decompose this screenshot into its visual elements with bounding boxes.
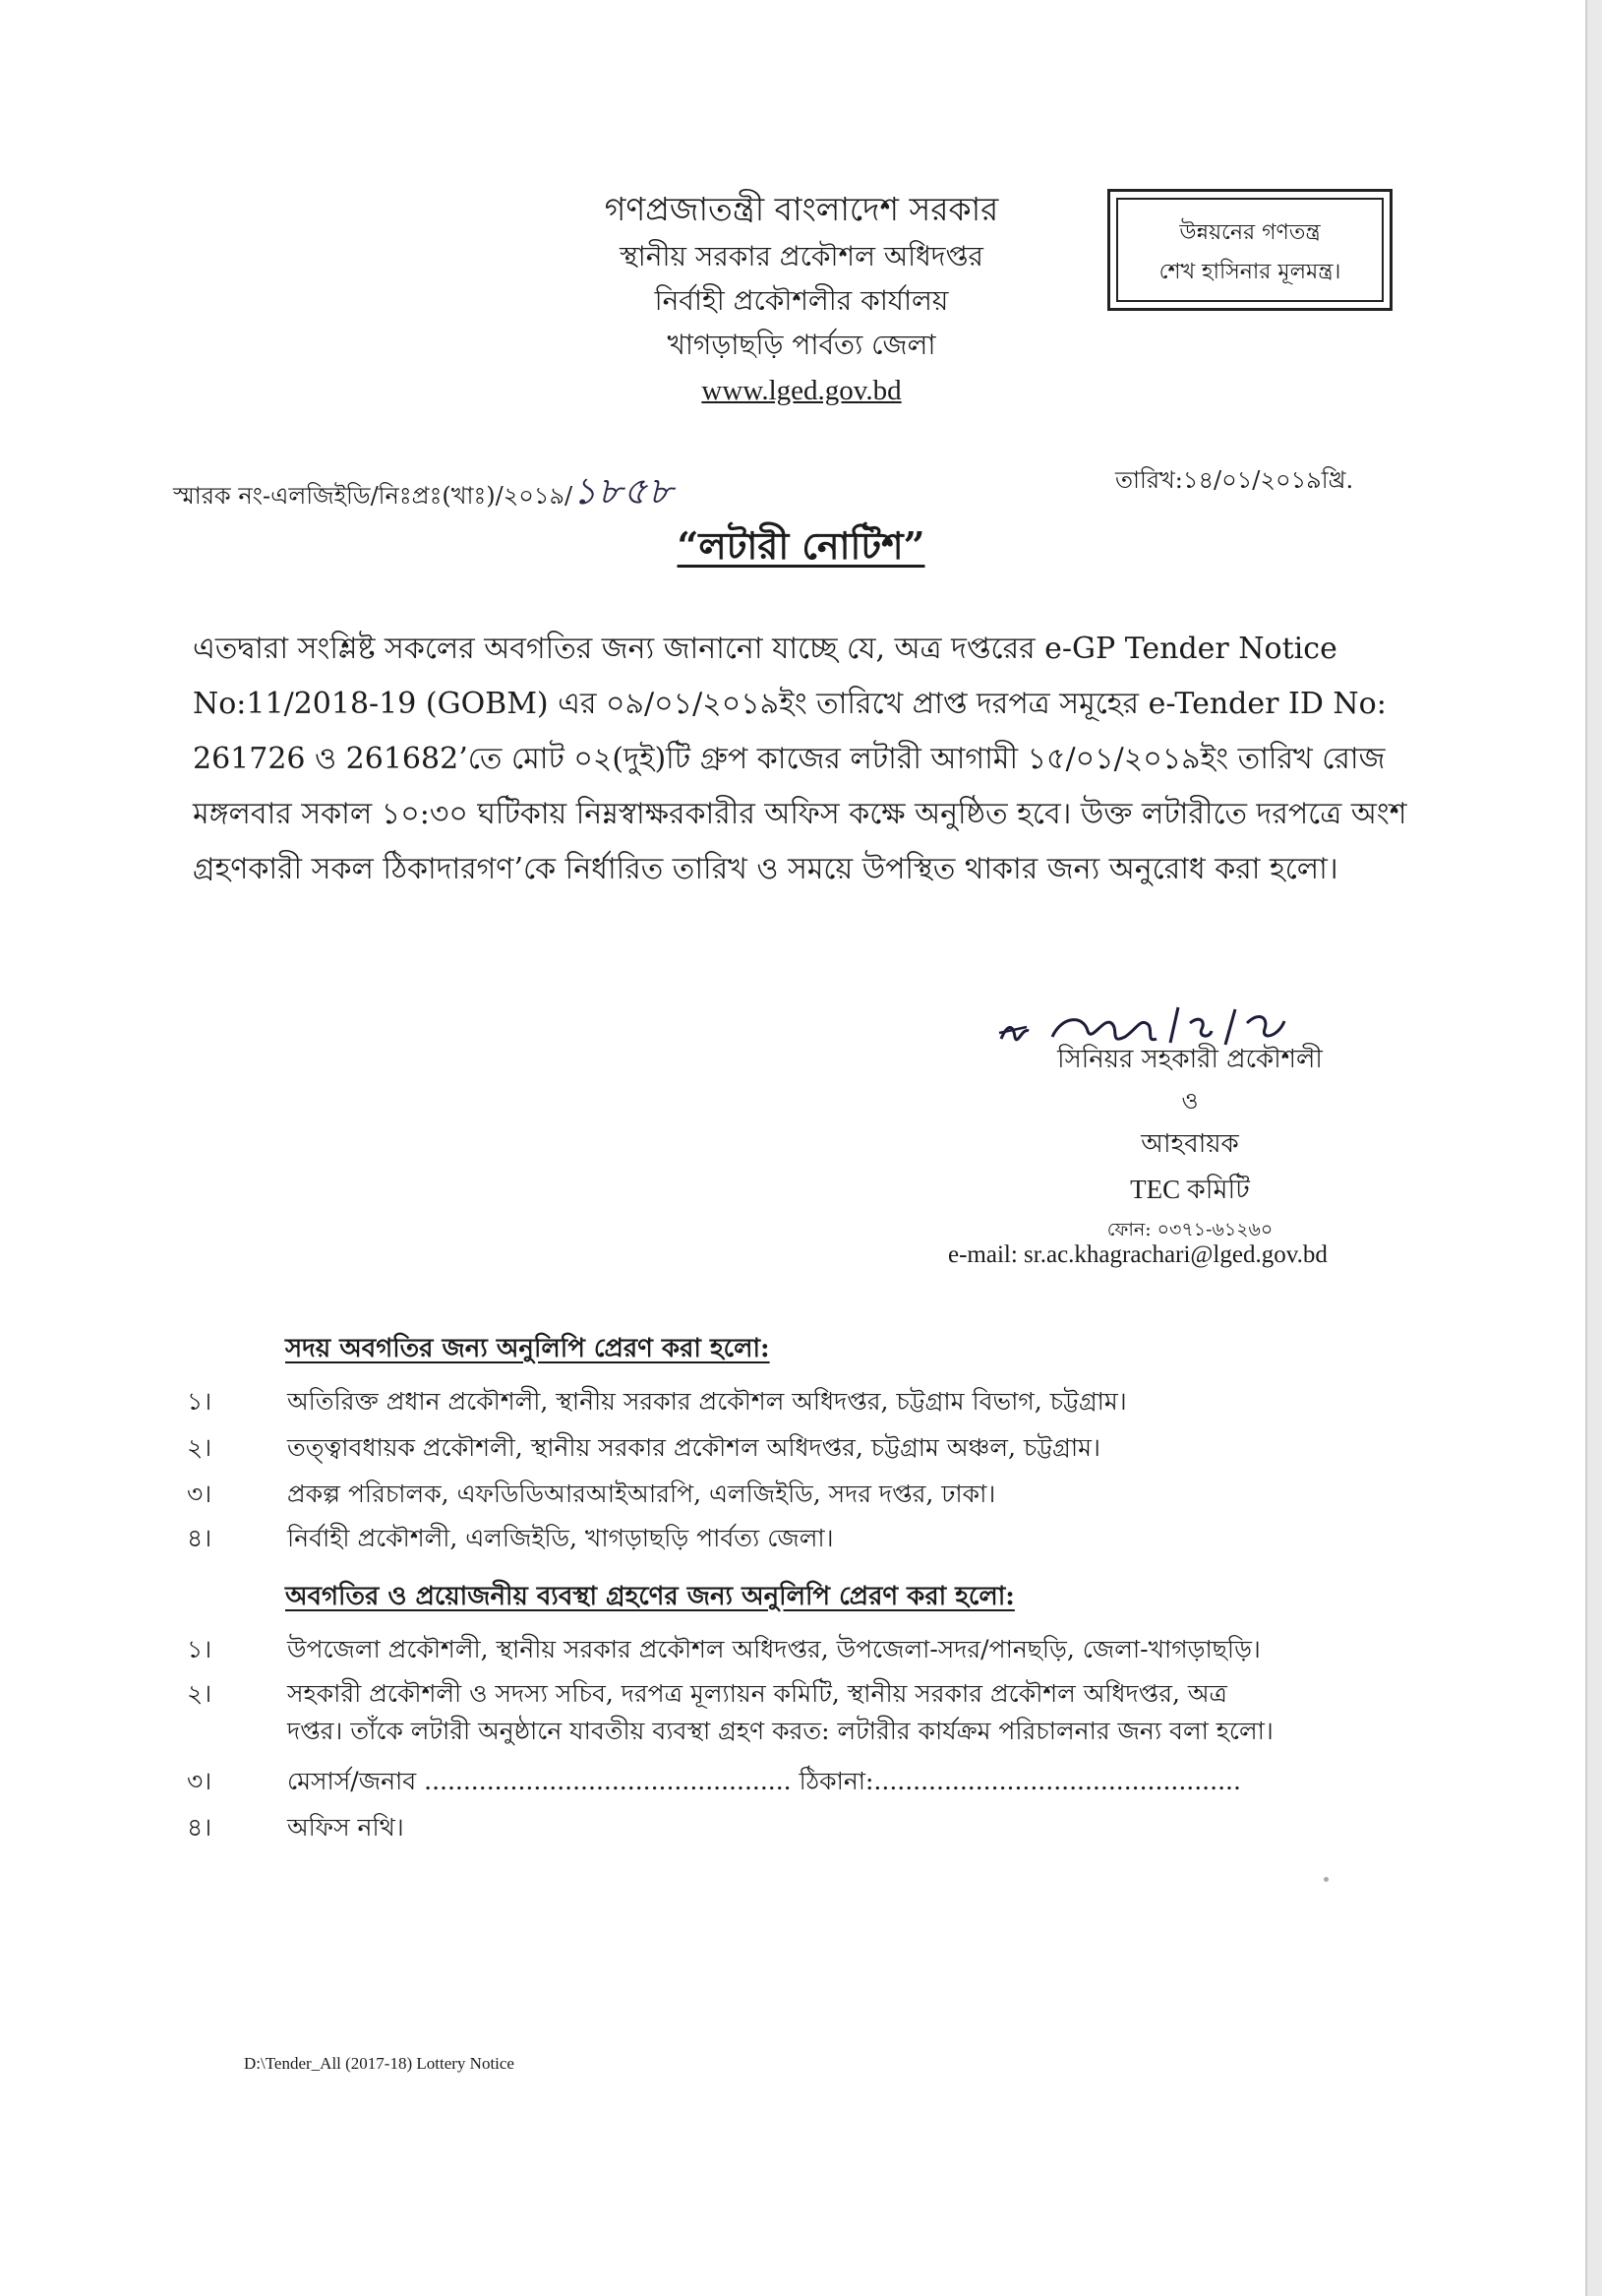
copy-section-1-heading: সদয় অবগতির জন্য অনুলিপি প্রেরণ করা হলো:: [285, 1334, 770, 1363]
list-item-text: মেসার্স/জনাব ............................................... ঠিকানা:...............................................: [287, 1767, 1241, 1795]
list-item-number: ৪।: [187, 1524, 212, 1552]
memo-date: তারিখ:১৪/০১/২০১৯খ্রি.: [1115, 466, 1354, 494]
list-item-text: সহকারী প্রকৌশলী ও সদস্য সচিব, দরপত্র মূল্যায়ন কমিটি, স্থানীয় সরকার প্রকৌশল অধিদপ্তর, অত্র: [287, 1679, 1227, 1708]
footer-file-path: D:\Tender_All (2017-18) Lottery Notice: [244, 2054, 514, 2073]
office-name: নির্বাহী প্রকৌশলীর কার্যালয়: [654, 284, 949, 317]
list-item-number: ৪।: [187, 1813, 212, 1842]
signatory-conjunction: ও: [1181, 1089, 1199, 1115]
list-item-text: নির্বাহী প্রকৌশলী, এলজিইডি, খাগড়াছড়ি পার্বত্য জেলা।: [287, 1524, 834, 1552]
list-item-text: প্রকল্প পরিচালক, এফডিডিআরআইআরপি, এলজিইডি, সদর দপ্তর, ঢাকা।: [287, 1480, 996, 1508]
notice-title: “লটারী নোটিশ”: [677, 523, 925, 568]
signatory-designation: সিনিয়র সহকারী প্রকৌশলী: [1057, 1045, 1323, 1074]
slogan-box: [1107, 189, 1393, 311]
body-line: এতদ্বারা সংশ্লিষ্ট সকলের অবগতির জন্য জানানো যাচ্ছে যে, অত্র দপ্তরের e-GP Tender Notice: [193, 632, 1337, 666]
list-item-number: ২।: [187, 1679, 212, 1708]
list-item-number: ৩।: [187, 1480, 212, 1508]
government-title: গণপ্রজাতন্ত্রী বাংলাদেশ সরকার: [604, 190, 999, 228]
list-item-number: ১।: [187, 1387, 212, 1416]
list-item-number: ৩।: [187, 1767, 212, 1795]
signatory-role: আহবায়ক: [1141, 1129, 1239, 1159]
signatory-phone: ফোন: ০৩৭১-৬১২৬০: [1106, 1219, 1274, 1240]
memo-handwritten-number: ১৮৫৮: [572, 469, 674, 513]
slogan-line-1: উন্নয়নের গণতন্ত্র: [1179, 220, 1321, 245]
list-item-text: অতিরিক্ত প্রধান প্রকৌশলী, স্থানীয় সরকার প্রকৌশল অধিদপ্তর, চট্টগ্রাম বিভাগ, চট্টগ্রাম।: [287, 1387, 1127, 1416]
copy-section-2-heading: অবগতির ও প্রয়োজনীয় ব্যবস্থা গ্রহণের জন্য অনুলিপি প্রেরণ করা হলো:: [285, 1582, 1015, 1611]
district-name: খাগড়াছড়ি পার্বত্য জেলা: [667, 329, 936, 361]
letterhead: [492, 185, 1111, 414]
list-item-text: উপজেলা প্রকৌশলী, স্থানীয় সরকার প্রকৌশল অধিদপ্তর, উপজেলা-সদর/পানছড়ি, জেলা-খাগড়াছড়ি।: [287, 1635, 1261, 1663]
memo-number: [173, 462, 674, 525]
scan-speck: [1324, 1877, 1329, 1882]
memo-prefix: স্মারক নং-এলজিইডি/নিঃপ্রঃ(খাঃ)/২০১৯/: [173, 482, 573, 510]
department-name: স্থানীয় সরকার প্রকৌশল অধিদপ্তর: [620, 240, 983, 272]
list-item-text: অফিস নথি।: [287, 1813, 404, 1842]
slogan-line-2: শেখ হাসিনার মূলমন্ত্র।: [1158, 260, 1341, 284]
website-link[interactable]: www.lged.gov.bd: [701, 375, 902, 406]
body-line: মঙ্গলবার সকাল ১০:৩০ ঘটিকায় নিম্নস্বাক্ষরকারীর অফিস কক্ষে অনুষ্ঠিত হবে। উক্ত লটারীতে দরপত্রে অংশ: [193, 797, 1407, 831]
list-item-text: তত্ত্বাবধায়ক প্রকৌশলী, স্থানীয় সরকার প্রকৌশল অধিদপ্তর, চট্টগ্রাম অঞ্চল, চট্টগ্রাম।: [287, 1433, 1100, 1462]
signatory-committee: TEC কমিটি: [1130, 1175, 1250, 1204]
list-item-number: ২।: [187, 1433, 212, 1462]
list-item-number: ১।: [187, 1635, 212, 1663]
signatory-block: [983, 1037, 1396, 1247]
signatory-email: e-mail: sr.ac.khagrachari@lged.gov.bd: [948, 1241, 1328, 1268]
body-line: No:11/2018-19 (GOBM) এর ০৯/০১/২০১৯ইং তারিখে প্রাপ্ত দরপত্র সমূহের e-Tender ID No:: [193, 687, 1387, 721]
body-line: 261726 ও 261682’তে মোট ০২(দুই)টি গ্রুপ কাজের লটারী আগামী ১৫/০১/২০১৯ইং তারিখ রোজ: [193, 742, 1386, 776]
list-item-text: দপ্তর। তাঁকে লটারী অনুষ্ঠানে যাবতীয় ব্যবস্থা গ্রহণ করত: লটারীর কার্যক্রম পরিচালনার জন্য বলা হলো।: [287, 1717, 1274, 1745]
notice-body: [193, 622, 1407, 897]
body-line: গ্রহণকারী সকল ঠিকাদারগণ’কে নির্ধারিত তারিখ ও সময়ে উপস্থিত থাকার জন্য অনুরোধ করা হলো।: [193, 852, 1338, 886]
scan-page-edge: [1585, 0, 1602, 2296]
